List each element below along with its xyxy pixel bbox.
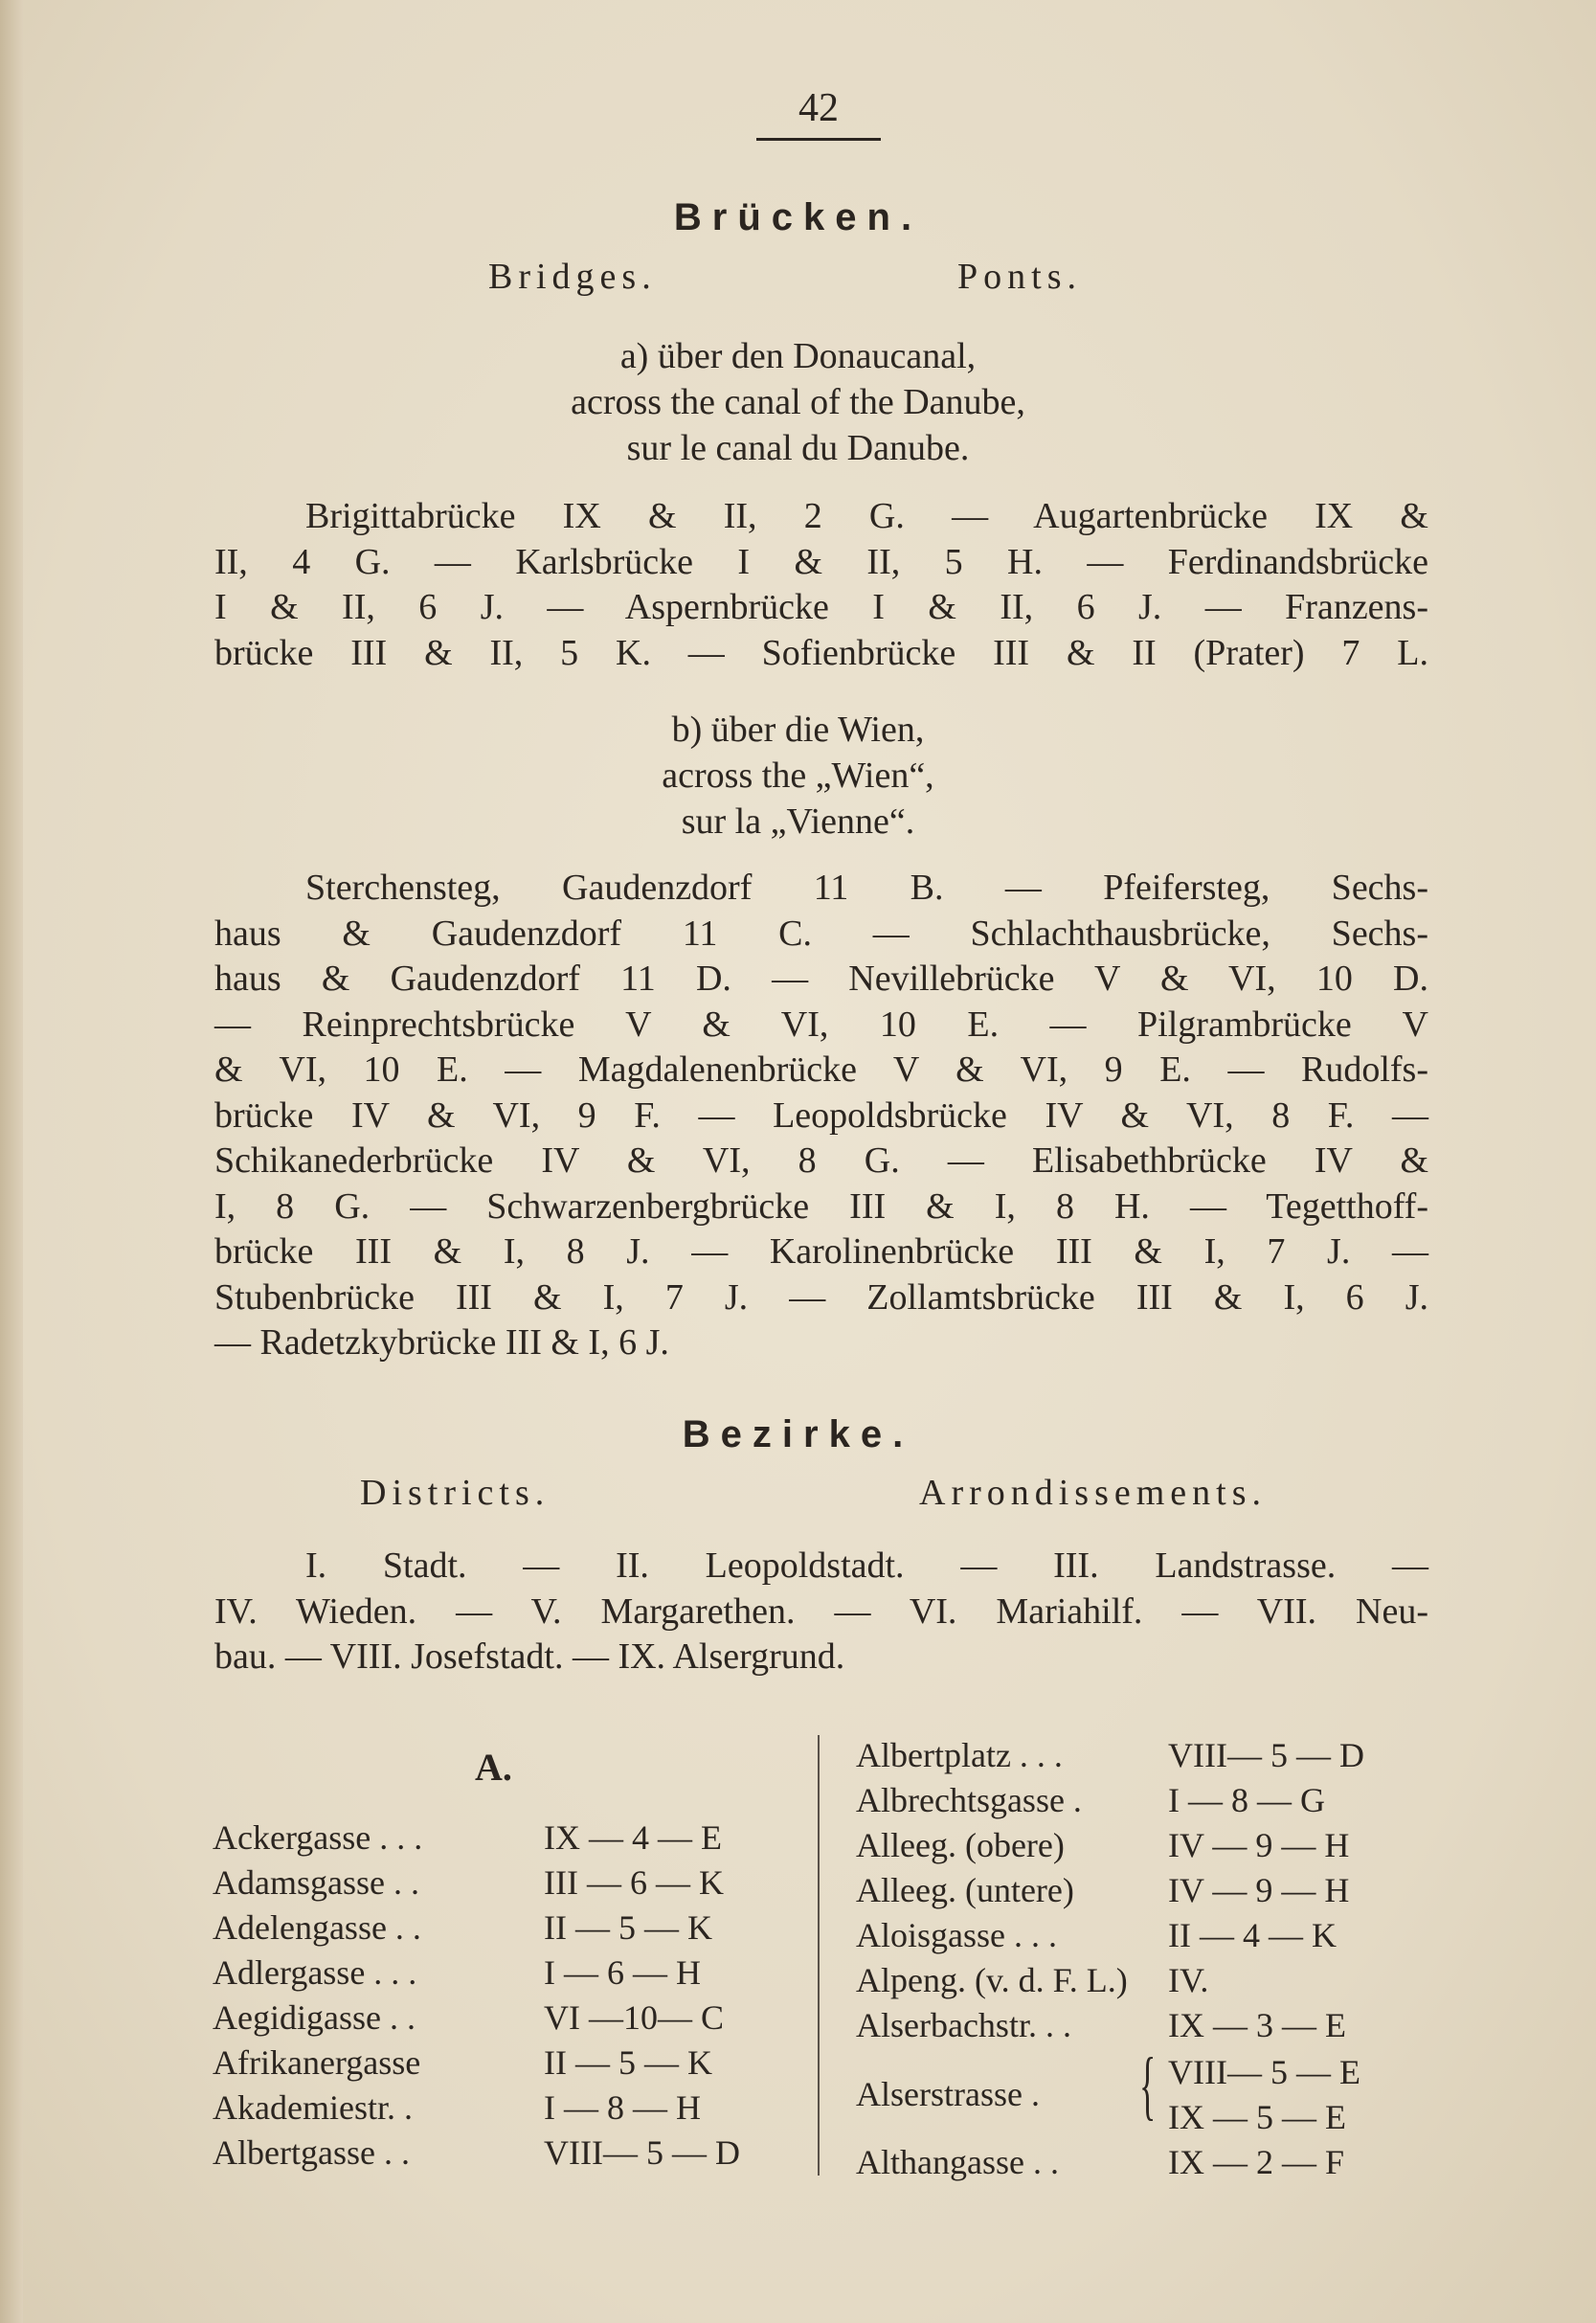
paragraph-line: haus & Gaudenzdorf 11 D. — Nevillebrücke V & VI, 10 D. [214,959,1428,999]
districts-subheading-fr: Arrondissements. [919,1473,1268,1513]
paragraph-line: brücke III & II, 5 K. — Sofienbrücke III & II (Prater) 7 L. [214,632,1428,673]
bridges-subheading-fr: Ponts. [957,257,1082,297]
paragraph-line: Schikanederbrücke IV & VI, 8 G. — Elisabethbrücke IV & [214,1140,1428,1181]
paragraph-line: brücke IV & VI, 9 F. — Leopoldsbrücke IV & VI, 8 F. — [214,1094,1428,1136]
list-item [213,1951,787,1996]
section-a-line-en: across the canal of the Danube, [571,382,1025,422]
street-name: Aloisgasse . . . [856,1916,1057,1954]
street-name: Albertplatz . . . [856,1736,1063,1774]
paragraph-line: I, 8 G. — Schwarzenbergbrücke III & I, 8 H. — Tegetthoff- [214,1185,1428,1227]
list-item [856,1823,1430,1868]
section-a-line-fr: sur le canal du Danube. [626,428,970,468]
paragraph-line: & VI, 10 E. — Magdalenenbrücke V & VI, 9 E. — Rudolfs- [214,1049,1428,1090]
street-code: IX — 4 — E [544,1818,722,1857]
street-code: IV — 9 — H [1168,1826,1350,1864]
street-code: I — 6 — H [544,1953,701,1992]
street-name: Afrikanergasse [213,2043,421,2082]
street-code: VI —10— C [544,1998,724,2037]
street-code: II — 5 — K [544,1908,712,1947]
street-code: III — 6 — K [544,1863,724,1902]
street-code: I — 8 — H [544,2088,701,2127]
list-item [213,1816,787,1861]
paragraph-line: I. Stadt. — II. Leopoldstadt. — III. Landstrasse. — [305,1545,1428,1586]
section-b-line-de: b) über die Wien, [671,710,925,750]
street-code: VIII— 5 — D [544,2133,740,2172]
districts-paragraph [214,1544,1428,1680]
list-item [856,1733,1430,1778]
street-code: II — 4 — K [1168,1916,1337,1954]
paragraph-line: Stubenbrücke III & I, 7 J. — Zollamtsbrücke III & I, 6 J. [214,1276,1428,1318]
list-item [213,2131,787,2176]
list-item [213,1861,787,1906]
paragraph-line: — Reinprechtsbrücke V & VI, 10 E. — Pilgrambrücke V [214,1004,1428,1045]
list-item-alserstrasse-code-1 [1168,2050,1436,2095]
brace-glyph: { [1139,2043,1157,2128]
section-a-paragraph [214,494,1428,676]
street-name: Alpeng. (v. d. F. L.) [856,1961,1128,1999]
street-name: Adamsgasse . . [213,1863,419,1902]
list-item [856,2003,1430,2048]
street-name: Ackergasse . . . [213,1818,423,1857]
list-item [213,1906,787,1951]
street-code: I — 8 — G [1168,1781,1325,1819]
street-name: Aegidigasse . . [213,1998,416,2037]
list-item [856,2140,1430,2185]
paragraph-line: brücke III & I, 8 J. — Karolinenbrücke III & I, 7 J. — [214,1231,1428,1272]
street-name: Albrechtsgasse . [856,1781,1082,1819]
section-a-line-de: a) über den Donaucanal, [619,336,977,376]
street-name: Alserbachstr. . . [856,2006,1071,2044]
paragraph-line: II, 4 G. — Karlsbrücke I & II, 5 H. — Ferdinandsbrücke [214,541,1428,582]
page-number: 42 [798,86,839,130]
street-name: Alleeg. (untere) [856,1871,1074,1909]
list-item [856,1868,1430,1913]
paragraph-line: — Radetzkybrücke III & I, 6 J. [214,1322,669,1363]
street-name: Adelengasse . . [213,1908,421,1947]
bridges-subheading-en: Bridges. [488,257,657,297]
paragraph-line: I & II, 6 J. — Aspernbrücke I & II, 6 J. — Franzens- [214,587,1428,627]
districts-heading: Bezirke. [682,1413,914,1455]
street-name: Akademiestr. . [213,2088,413,2127]
list-item [856,1778,1430,1823]
list-item [213,1996,787,2041]
section-b-line-en: across the „Wien“, [662,756,934,796]
paragraph-line: IV. Wieden. — V. Margarethen. — VI. Mariahilf. — VII. Neu- [214,1590,1428,1632]
list-item [213,2041,787,2086]
list-item [856,1958,1430,2003]
street-code: IV. [1168,1961,1209,1999]
street-code: VIII— 5 — D [1168,1736,1364,1774]
street-code: VIII— 5 — E [1168,2053,1360,2091]
paragraph-line: Sterchensteg, Gaudenzdorf 11 B. — Pfeifersteg, Sechs- [305,868,1428,908]
section-b-line-fr: sur la „Vienne“. [681,801,915,842]
street-code: IX — 3 — E [1168,2006,1346,2044]
districts-subheading-en: Districts. [360,1473,551,1513]
street-name: Alserstrasse . [856,2075,1040,2113]
paragraph-line: bau. — VIII. Josefstadt. — IX. Alsergrund. [214,1636,845,1677]
list-item [213,2086,787,2131]
street-code: IV — 9 — H [1168,1871,1350,1909]
street-code: IX — 2 — F [1168,2143,1345,2181]
street-code: II — 5 — K [544,2043,712,2082]
page-number-rule [756,138,881,141]
paragraph-line: haus & Gaudenzdorf 11 C. — Schlachthausbrücke, Sechs- [214,913,1428,954]
bridges-heading: Brücken. [673,196,923,238]
index-letter-heading: A. [475,1746,512,1789]
street-code: IX — 5 — E [1168,2098,1346,2136]
section-b-paragraph [214,866,1428,1366]
list-item [856,1913,1430,1958]
street-name: Alleeg. (obere) [856,1826,1065,1864]
list-item-alserstrasse-code-2 [1168,2095,1436,2140]
paragraph-line: Brigittabrücke IX & II, 2 G. — Augartenbrücke IX & [305,496,1428,536]
street-name: Althangasse . . [856,2143,1059,2181]
column-divider [818,1735,820,2176]
street-name: Albertgasse . . [213,2133,410,2172]
street-name: Adlergasse . . . [213,1953,417,1992]
